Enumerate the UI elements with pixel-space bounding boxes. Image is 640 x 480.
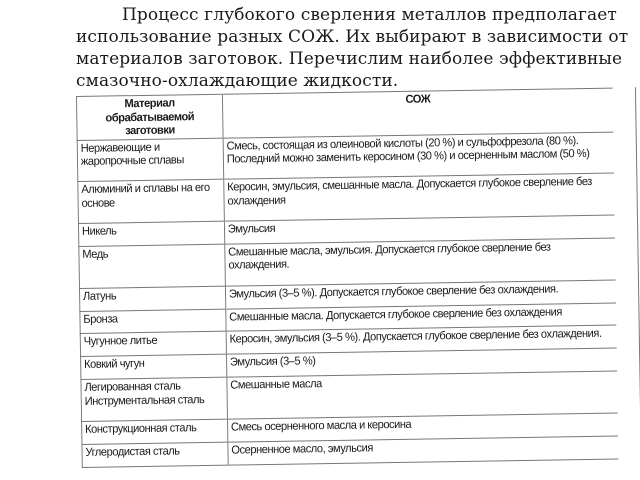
header-material: Материал обрабатываемой заготовки bbox=[76, 94, 223, 140]
fluid-cell: Осерненное масло, эмульсия bbox=[228, 436, 619, 465]
fluid-cell: Смешанные масла. Допускается глубокое сверление без охлаждения bbox=[226, 303, 617, 332]
material-cell: Чугунное литье bbox=[80, 332, 226, 357]
material-cell: Латунь bbox=[79, 286, 225, 311]
fluid-cell: Эмульсия (3–5 %) bbox=[226, 348, 617, 377]
material-cell: Нержавеющие и жаропрочные сплавы bbox=[77, 138, 224, 182]
header-fluid: СОЖ bbox=[222, 88, 613, 138]
fluid-cell: Смешанные масла bbox=[227, 371, 618, 419]
coolant-table bbox=[76, 88, 618, 468]
material-cell: Бронза bbox=[80, 309, 226, 334]
material-cell: Ковкий чугун bbox=[81, 355, 227, 380]
fluid-cell: Смешанные масла, эмульсия. Допускается глубокое сверление без охлаждения. bbox=[225, 238, 616, 286]
material-cell: Конструкционная сталь bbox=[82, 419, 228, 444]
material-cell: Алюминий и сплавы на его основе bbox=[78, 179, 225, 223]
fluid-cell: Керосин, эмульсия (3–5 %). Допускается глубокое сверление без охлаждения. bbox=[226, 326, 617, 355]
intro-paragraph: Процесс глубокого сверления металлов предполагает использование разных СОЖ. Их выбирают в зависимости от материалов заготовок. Перечислим наиболее эффективные смазочно-охлаждающие жидкости. bbox=[76, 5, 629, 91]
material-cell: Никель bbox=[78, 221, 224, 246]
coolant-table-container bbox=[76, 87, 640, 468]
fluid-cell: Смесь осерненного масла и керосина bbox=[227, 413, 618, 442]
fluid-cell: Эмульсия bbox=[224, 215, 615, 244]
material-cell: Медь bbox=[79, 244, 226, 288]
material-cell: Легированная сталь Инструментальная сталь bbox=[81, 378, 228, 422]
fluid-cell: Керосин, эмульсия, смешанные масла. Допускается глубокое сверление без охлаждения bbox=[224, 173, 615, 221]
material-cell: Углеродистая сталь bbox=[82, 442, 228, 467]
fluid-cell: Смесь, состоящая из олеиновой кислоты (20 %) и сульфофрезола (80 %). Последний можно заменить керосином (30 %) и осерненным маслом (50 %) bbox=[223, 132, 614, 180]
fluid-cell: Эмульсия (3–5 %). Допускается глубокое сверление без охлаждения. bbox=[225, 280, 616, 309]
